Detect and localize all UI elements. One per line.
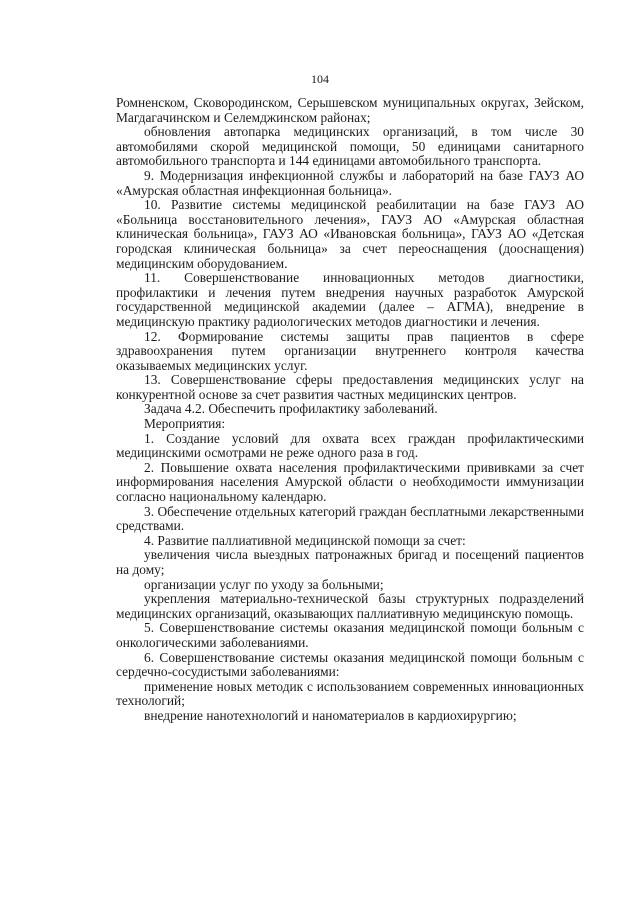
paragraph: обновления автопарка медицинских организаций, в том числе 30 автомобилями скорой медицинской помощи, 50 единицами санитарного автомобильного транспорта и 144 единицами автомобильного транспорта. xyxy=(116,124,584,169)
paragraph: организации услуг по уходу за больными; xyxy=(144,576,384,592)
paragraph: укрепления материально-технической базы структурных подразделений медицинских организаций, оказывающих паллиативную медицинскую помощь. xyxy=(116,591,584,621)
paragraph: 13. Совершенствование сферы предоставления медицинских услуг на конкурентной основе за счет развития частных медицинских центров. xyxy=(116,372,584,402)
paragraph: 6. Совершенствование системы оказания медицинской помощи больным с сердечно-сосудистыми заболеваниями: xyxy=(116,649,584,680)
paragraph: 11. Совершенствование инновационных методов диагностики, профилактики и лечения путем внедрения научных разработок Амурской государственной медицинской академии (далее – АГМА), внедрение в медицинскую практику радиологических методов диагностики и лечения. xyxy=(116,270,584,329)
paragraph: 12. Формирование системы защиты прав пациентов в сфере здравоохранения путем организации внутреннего контроля качества оказываемых медицинских услуг. xyxy=(116,328,584,373)
paragraph: 10. Развитие системы медицинской реабилитации на базе ГАУЗ АО «Больница восстановительного лечения», ГАУЗ АО «Амурская областная клиническая больница», ГАУЗ АО «Ивановская больница», ГАУЗ АО «Детская городская клиническая больница» за счет переоснащения (дооснащения) медицинским оборудованием. xyxy=(116,197,584,271)
paragraph: увеличения числа выездных патронажных бригад и посещений пациентов на дому; xyxy=(116,547,584,577)
page-number: 104 xyxy=(311,72,329,86)
paragraph: внедрение нанотехнологий и наноматериалов в кардиохирургию; xyxy=(144,707,517,723)
paragraph: 3. Обеспечение отдельных категорий граждан бесплатными лекарственными средствами. xyxy=(116,503,584,534)
paragraph: 4. Развитие паллиативной медицинской помощи за счет: xyxy=(144,532,466,548)
document-body xyxy=(116,96,584,724)
paragraph: 2. Повышение охвата населения профилактическими прививками за счет информирования населения Амурской области о необходимости иммунизации согласно национальному календарю. xyxy=(116,459,584,505)
measures-heading: Мероприятия: xyxy=(144,416,226,432)
paragraph: 1. Создание условий для охвата всех граждан профилактическими медицинскими осмотрами не реже одного раза в год. xyxy=(116,430,584,461)
paragraph: 5. Совершенствование системы оказания медицинской помощи больным с онкологическими заболеваниями. xyxy=(116,620,584,650)
paragraph: Ромненском, Сковородинском, Серышевском муниципальных округах, Зейском, Магдагачинском и Селемджинском районах; xyxy=(116,95,584,125)
paragraph: применение новых методик с использованием современных инновационных технологий; xyxy=(116,678,584,709)
paragraph: 9. Модернизация инфекционной службы и лабораторий на базе ГАУЗ АО «Амурская областная инфекционная больница». xyxy=(116,167,584,198)
task-heading: Задача 4.2. Обеспечить профилактику заболеваний. xyxy=(144,401,438,417)
